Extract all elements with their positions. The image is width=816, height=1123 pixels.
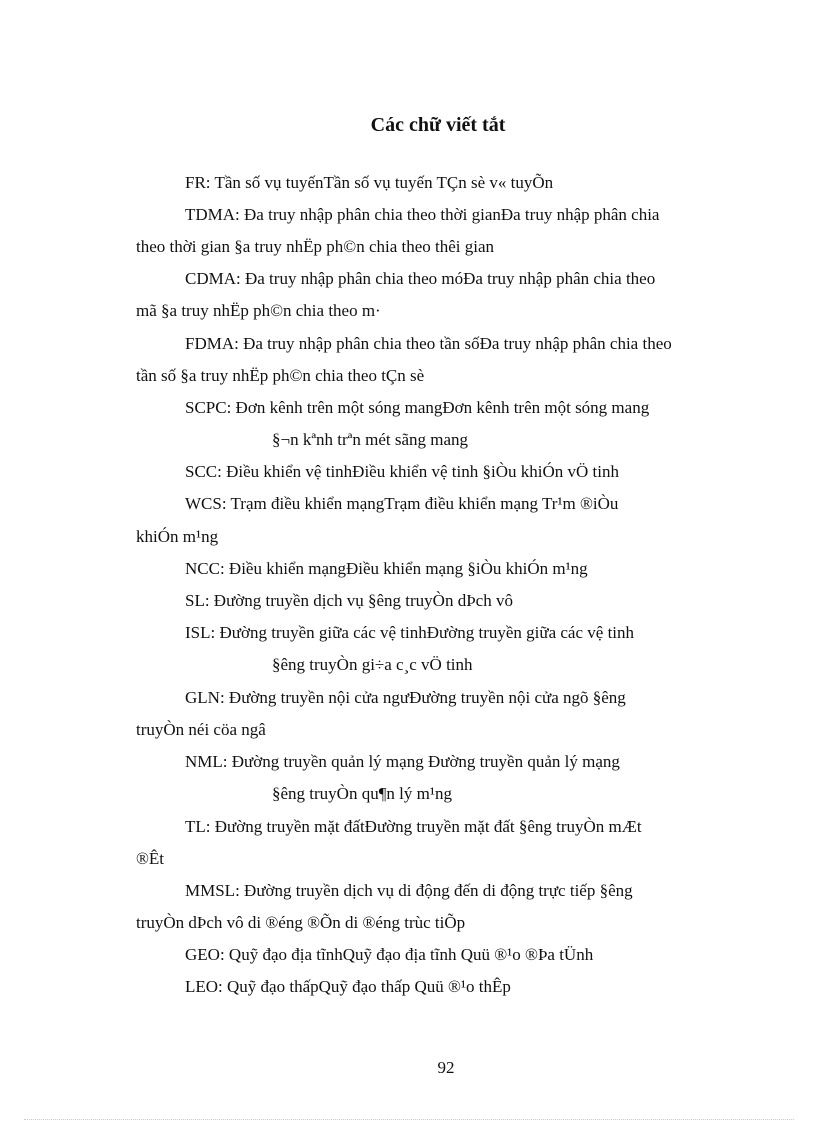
abbrev-isl: ISL: Đường truyền giữa các vệ tinhĐường truyền giữa các vệ tinh (185, 623, 635, 642)
abbrev-tl-cont: ®Êt (136, 849, 165, 868)
abbrev-geo: GEO: Quỹ đạo địa tĩnhQuỹ đạo địa tĩnh Quü ®¹o ®Þa tÜnh (185, 945, 594, 964)
abbrev-leo: LEO: Quỹ đạo thấpQuỹ đạo thấp Quü ®¹o thÊp (185, 977, 511, 996)
abbrev-mmsl: MMSL: Đường truyền dịch vụ di động đến di động trực tiếp §êng (185, 881, 633, 900)
abbrev-wcs: WCS: Trạm điều khiển mạngTrạm điều khiển mạng Tr¹m ®iÒu (185, 494, 619, 513)
abbrev-ncc: NCC: Điều khiển mạngĐiều khiển mạng §iÒu khiÓn m¹ng (185, 559, 588, 578)
page-number: 92 (437, 1058, 455, 1077)
abbrev-scpc: SCPC: Đơn kênh trên một sóng mangĐơn kênh trên một sóng mang (185, 398, 650, 417)
abbrev-sl: SL: Đường truyền dịch vụ §êng truyÒn dÞch vô (185, 591, 513, 610)
abbrev-tdma-cont: theo thời gian §a truy nhËp ph©n chia theo thêi gian (136, 237, 495, 256)
abbrev-mmsl-cont: truyÒn dÞch vô di ®éng ®Õn di ®éng trùc tiÕp (136, 913, 466, 932)
abbrev-gln-cont: truyÒn néi cöa ngâ (136, 720, 266, 739)
abbrev-nml-cont: §êng truyÒn qu¶n lý m¹ng (272, 784, 452, 803)
abbrev-nml: NML: Đường truyền quản lý mạng Đường truyền quản lý mạng (185, 752, 620, 771)
abbrev-tdma: TDMA: Đa truy nhập phân chia theo thời gianĐa truy nhập phân chia (185, 205, 660, 224)
abbrev-isl-cont: §êng truyÒn gi÷a c¸c vÖ tinh (272, 655, 473, 674)
abbrev-cdma-cont: mã §a truy nhËp ph©n chia theo m· (136, 301, 381, 320)
abbrev-tl: TL: Đường truyền mặt đấtĐường truyền mặt đất §êng truyÒn mÆt (185, 817, 642, 836)
page-title: Các chữ viết tắt (370, 114, 506, 136)
abbrev-gln: GLN: Đường truyền nội cửa ngưĐường truyền nội cửa ngõ §êng (185, 688, 626, 707)
abbrev-scpc-cont: §¬n kªnh trªn mét sãng mang (272, 430, 469, 449)
abbrev-cdma: CDMA: Đa truy nhập phân chia theo móĐa truy nhập phân chia theo (185, 269, 656, 288)
abbrev-scc: SCC: Điều khiển vệ tinhĐiều khiển vệ tinh §iÒu khiÓn vÖ tinh (185, 462, 619, 481)
bottom-divider (24, 1119, 794, 1120)
abbrev-fdma-cont: tần số §a truy nhËp ph©n chia theo tÇn sè (136, 366, 425, 385)
abbrev-fdma: FDMA: Đa truy nhập phân chia theo tần sốĐa truy nhập phân chia theo (185, 334, 672, 353)
abbrev-fr: FR: Tần số vụ tuyếnTần số vụ tuyến TÇn sè v« tuyÕn (185, 173, 554, 192)
abbrev-wcs-cont: khiÓn m¹ng (136, 527, 219, 546)
